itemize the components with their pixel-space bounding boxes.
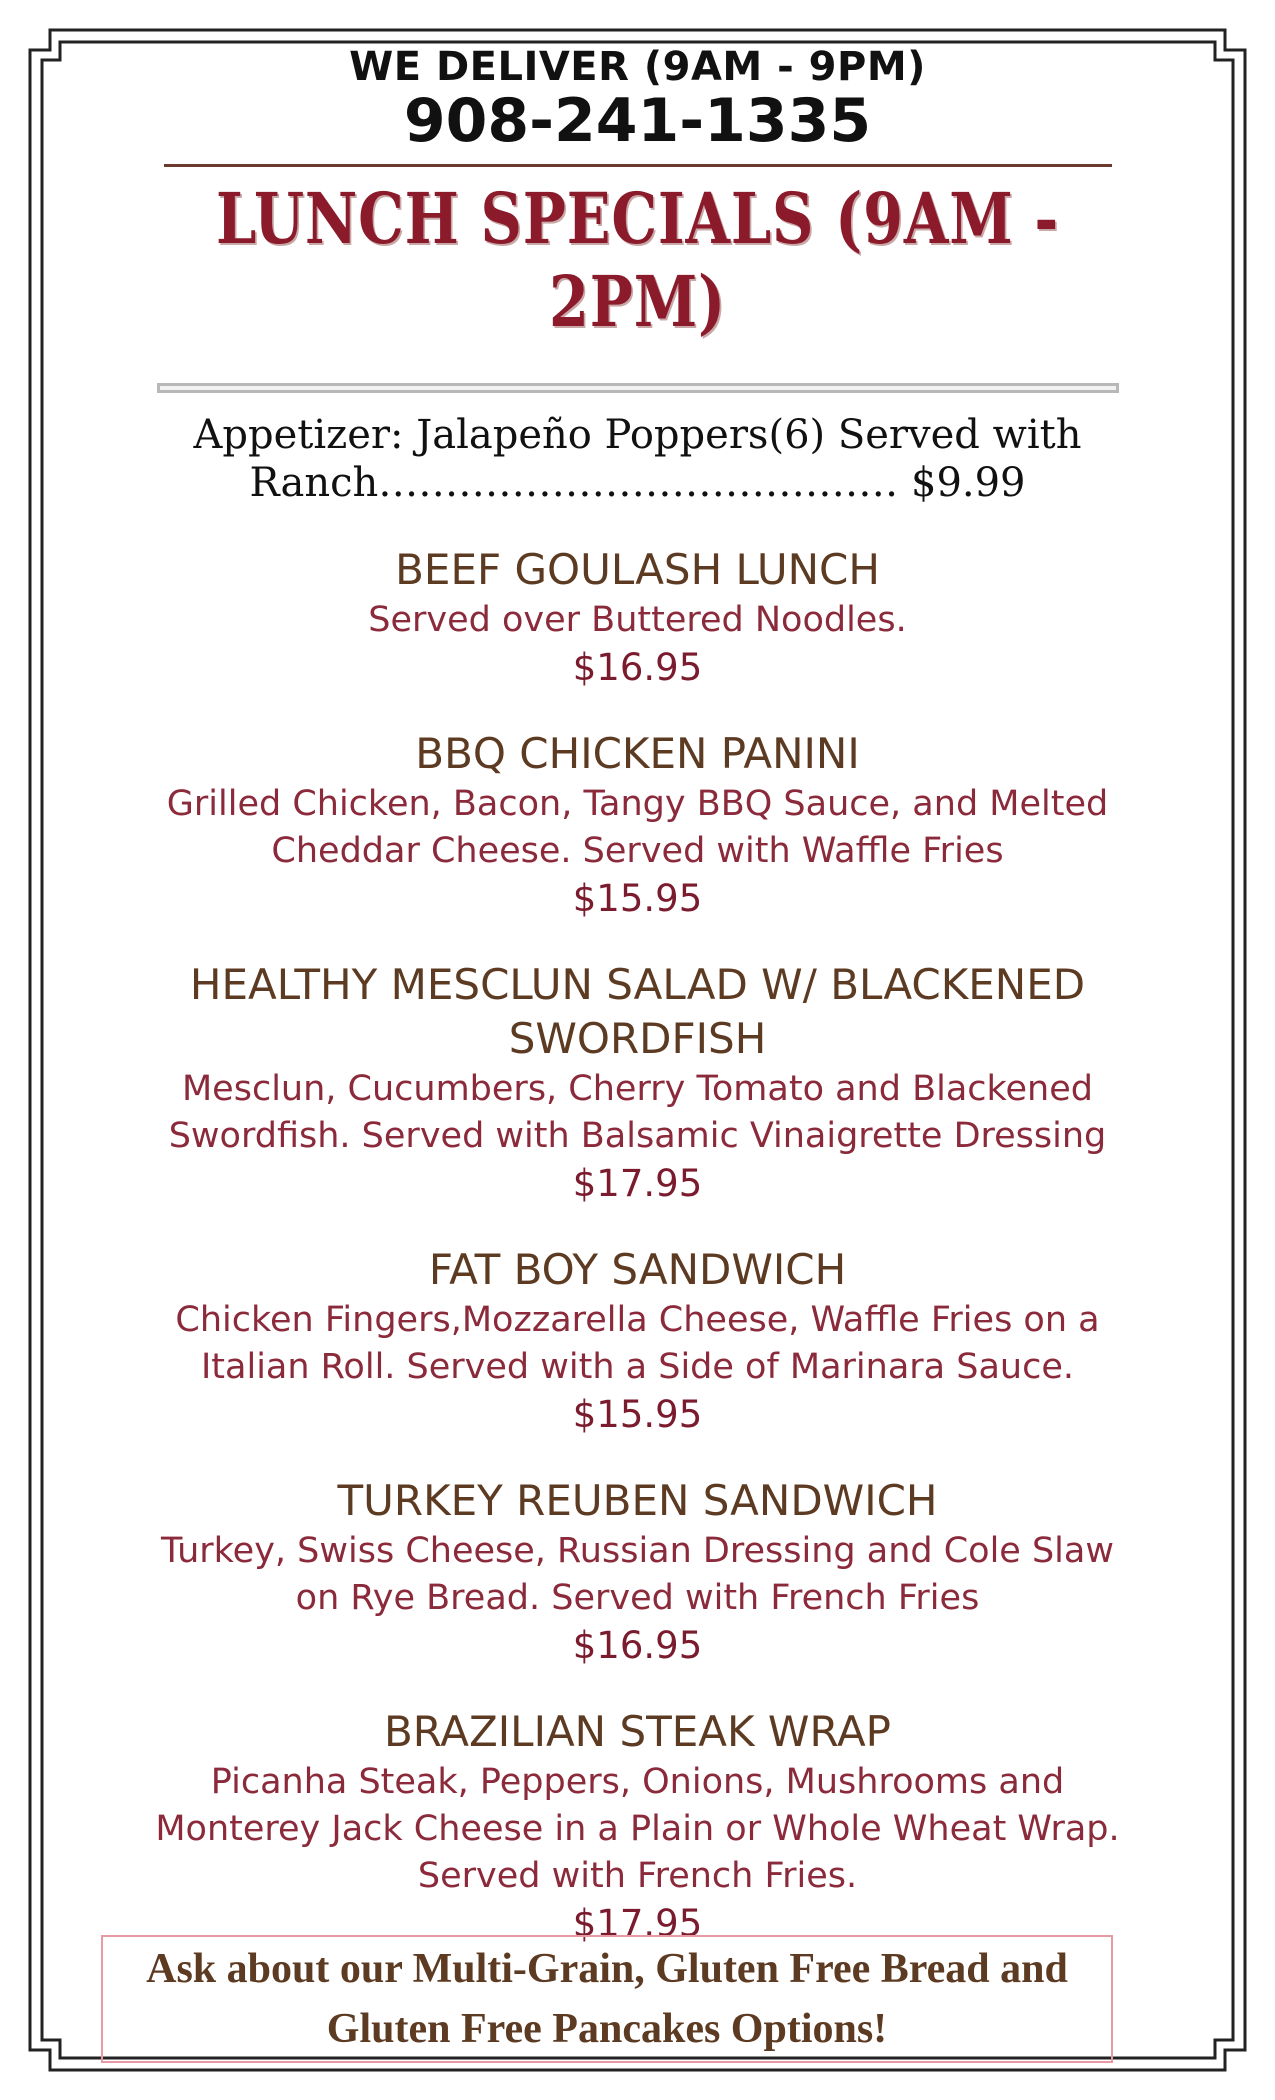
menu-item (80, 1474, 1195, 1669)
menu-items (80, 543, 1195, 1947)
delivery-hours: WE DELIVER (9AM - 9PM) (349, 44, 926, 90)
menu-item (80, 1705, 1195, 1947)
item-name: BRAZILIAN STEAK WRAP (383, 1707, 891, 1756)
item-description: Mesclun, Cucumbers, Cherry Tomato and Blackened Swordfish. Served with Balsamic Vinaigrette Dressing (168, 1069, 1107, 1156)
appetizer-line: Appetizer: Jalapeño Poppers(6) Served with Ranch………………………………… $9.99 (193, 412, 1082, 506)
header-divider (164, 164, 1112, 167)
item-price: $15.95 (572, 877, 703, 920)
item-price: $16.95 (572, 646, 703, 689)
phone-number: 908-241-1335 (403, 86, 872, 156)
item-price: $17.95 (572, 1162, 703, 1205)
item-description: Grilled Chicken, Bacon, Tangy BBQ Sauce, and Melted Cheddar Cheese. Served with Waffle Fries (166, 784, 1109, 871)
menu-item (80, 958, 1195, 1207)
item-price: $16.95 (572, 1624, 703, 1667)
item-name: BBQ CHICKEN PANINI (415, 729, 860, 778)
item-name: BEEF GOULASH LUNCH (395, 545, 880, 594)
item-description: Chicken Fingers,Mozzarella Cheese, Waffle Fries on a Italian Roll. Served with a Side of Marinara Sauce. (175, 1300, 1100, 1387)
gluten-free-notice (101, 1935, 1113, 2063)
item-name: FAT BOY SANDWICH (428, 1245, 847, 1294)
item-description: Picanha Steak, Peppers, Onions, Mushrooms and Monterey Jack Cheese in a Plain or Whole Wheat Wrap. Served with French Fries. (155, 1762, 1120, 1896)
item-price: $17.95 (572, 1902, 703, 1945)
menu-content (80, 40, 1195, 1947)
notice-text: Ask about our Multi-Grain, Gluten Free Bread and Gluten Free Pancakes Options! (146, 1946, 1068, 2052)
section-divider (157, 383, 1119, 393)
page-title: LUNCH SPECIALS (9AM - 2PM) (215, 177, 1060, 343)
item-name: TURKEY REUBEN SANDWICH (337, 1476, 938, 1525)
item-description: Served over Buttered Noodles. (368, 600, 907, 640)
item-description: Turkey, Swiss Cheese, Russian Dressing and Cole Slaw on Rye Bread. Served with French Fries (161, 1531, 1114, 1618)
item-price: $15.95 (572, 1393, 703, 1436)
menu-item (80, 1243, 1195, 1438)
menu-item (80, 727, 1195, 922)
item-name: HEALTHY MESCLUN SALAD W/ BLACKENED SWORDFISH (189, 960, 1086, 1063)
menu-item (80, 543, 1195, 691)
